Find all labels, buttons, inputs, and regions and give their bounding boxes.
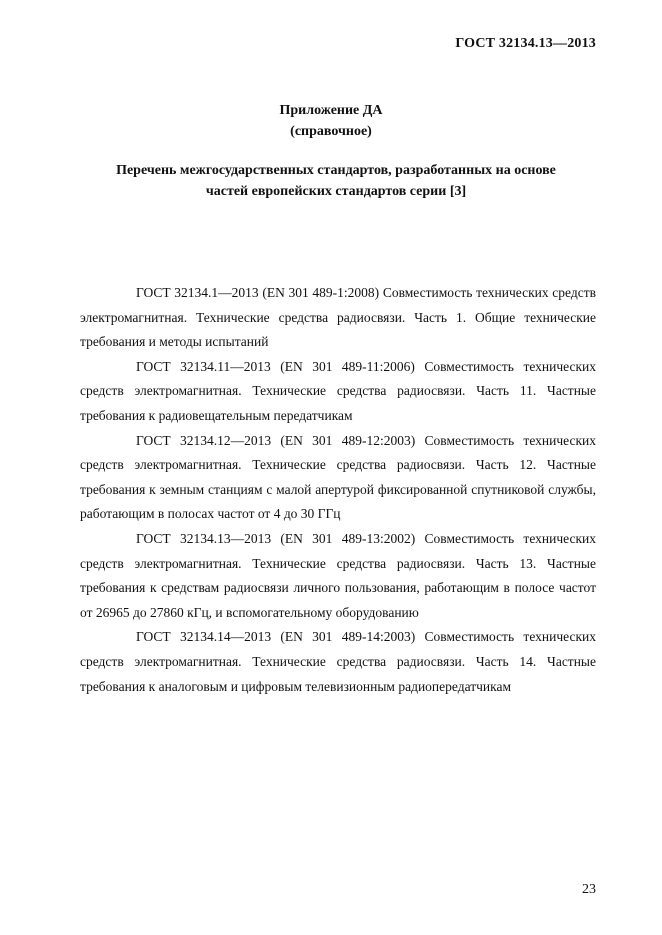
document-code: ГОСТ 32134.13—2013 (455, 36, 596, 51)
standard-entry-4: ГОСТ 32134.13—2013 (EN 301 489-13:2002) Совместимость технических средств электромагнитная. Технические средства радиосвязи. Часть 13. Частные требования к средствам радиосвязи личного пользования, работающим в полосе частот от 26965 до 27860 кГц, и вспомогательному оборудованию (80, 530, 596, 620)
page-number: 23 (582, 882, 596, 897)
annex-subtitle: (справочное) (290, 124, 372, 139)
standard-entry-1: ГОСТ 32134.1—2013 (EN 301 489-1:2008) Совместимость технических средств электромагнитная. Технические средства радиосвязи. Часть 1. Общие технические требования и методы испытаний (80, 285, 596, 350)
standard-entry-5: ГОСТ 32134.14—2013 (EN 301 489-14:2003) Совместимость технических средств электромагнитная. Технические средства радиосвязи. Часть 14. Частные требования к аналоговым и цифровым телевизионным радиопередатчикам (80, 629, 596, 694)
standard-entry-3: ГОСТ 32134.12—2013 (EN 301 489-12:2003) Совместимость технических средств электромагнитная. Технические средства радиосвязи. Часть 12. Частные требования к земным станциям с малой апертурой фиксированной спутниковой службы, работающим в полосах частот от 4 до 30 ГГц (80, 432, 596, 522)
standard-entry-2: ГОСТ 32134.11—2013 (EN 301 489-11:2006) Совместимость технических средств электромагнитная. Технические средства радиосвязи. Часть 11. Частные требования к радиовещательным передатчикам (80, 358, 596, 423)
annex-title: Приложение ДА (279, 103, 383, 118)
list-heading (70, 160, 602, 202)
standards-list (80, 281, 596, 699)
list-title-line-2: частей европейских стандартов серии [3] (205, 184, 467, 199)
annex-heading (0, 100, 662, 142)
list-title-line-1: Перечень межгосударственных стандартов, разработанных на основе (116, 163, 556, 178)
